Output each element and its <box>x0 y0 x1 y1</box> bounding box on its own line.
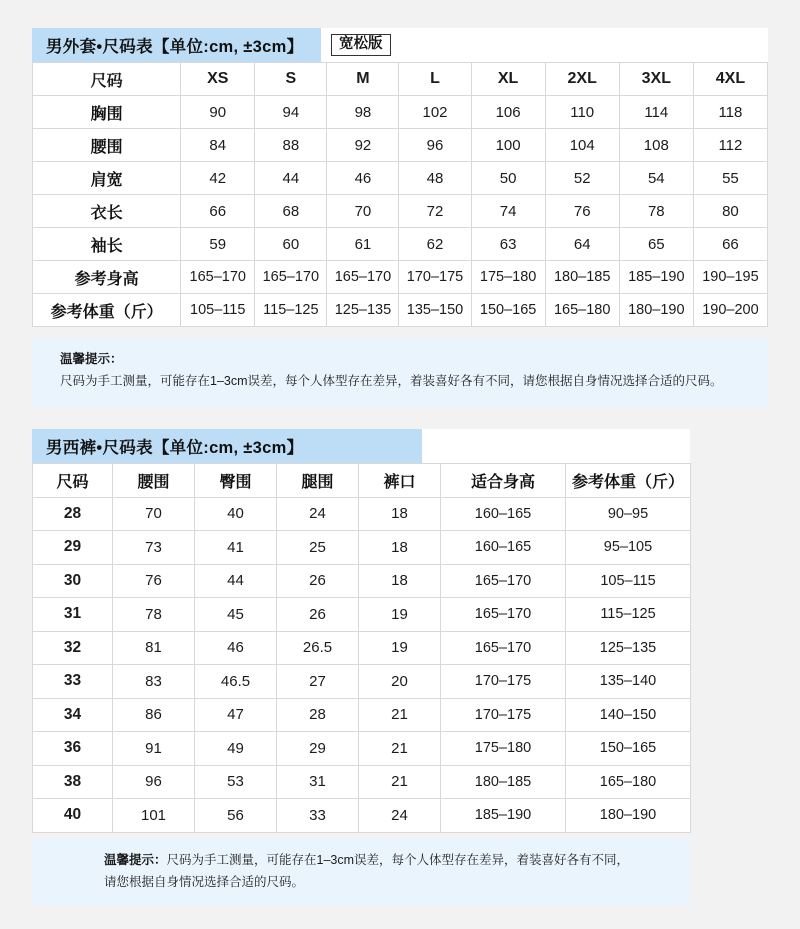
trouser-height: 170–175 <box>441 698 566 732</box>
jacket-tip-box <box>32 339 768 407</box>
table-row <box>33 228 768 261</box>
trouser-hip: 41 <box>195 531 277 565</box>
trouser-tip-text-2: 请您根据自身情况选择合适的尺码。 <box>104 874 305 889</box>
trouser-cuff: 21 <box>359 698 441 732</box>
jacket-cell: 165–170 <box>181 261 255 294</box>
jacket-cell: 65 <box>619 228 693 261</box>
trouser-hip: 45 <box>195 598 277 632</box>
jacket-cell: 112 <box>693 129 767 162</box>
table-row <box>33 162 768 195</box>
jacket-row-label: 肩宽 <box>33 162 181 195</box>
trouser-thigh: 29 <box>277 732 359 766</box>
trouser-waist: 76 <box>113 564 195 598</box>
trouser-cuff: 21 <box>359 765 441 799</box>
jacket-cell: 61 <box>327 228 399 261</box>
jacket-cell: 190–195 <box>693 261 767 294</box>
jacket-cell: 76 <box>545 195 619 228</box>
trouser-waist: 73 <box>113 531 195 565</box>
jacket-col-header: S <box>255 63 327 96</box>
trouser-thigh: 33 <box>277 799 359 833</box>
jacket-row-label: 参考身高 <box>33 261 181 294</box>
jacket-cell: 100 <box>471 129 545 162</box>
jacket-cell: 52 <box>545 162 619 195</box>
jacket-col-header: 尺码 <box>33 63 181 96</box>
jacket-row-label: 参考体重（斤） <box>33 294 181 327</box>
jacket-size-chart-card <box>32 28 768 327</box>
trouser-size-chart-card <box>32 429 690 833</box>
jacket-col-header: XL <box>471 63 545 96</box>
jacket-row-label: 衣长 <box>33 195 181 228</box>
jacket-cell: 54 <box>619 162 693 195</box>
jacket-cell: 104 <box>545 129 619 162</box>
trouser-col-header: 腿围 <box>277 464 359 498</box>
trouser-cuff: 20 <box>359 665 441 699</box>
trouser-cuff: 24 <box>359 799 441 833</box>
jacket-badge-area <box>321 28 768 62</box>
trouser-size: 38 <box>33 765 113 799</box>
trouser-weight: 150–165 <box>566 732 691 766</box>
jacket-cell: 125–135 <box>327 294 399 327</box>
jacket-cell: 88 <box>255 129 327 162</box>
jacket-cell: 80 <box>693 195 767 228</box>
trouser-height: 185–190 <box>441 799 566 833</box>
jacket-cell: 64 <box>545 228 619 261</box>
trouser-waist: 91 <box>113 732 195 766</box>
jacket-cell: 190–200 <box>693 294 767 327</box>
trouser-height: 165–170 <box>441 564 566 598</box>
jacket-cell: 63 <box>471 228 545 261</box>
trouser-size: 28 <box>33 497 113 531</box>
jacket-cell: 50 <box>471 162 545 195</box>
jacket-title-row <box>32 28 768 62</box>
trouser-weight: 115–125 <box>566 598 691 632</box>
jacket-col-header: L <box>399 63 471 96</box>
trouser-size: 34 <box>33 698 113 732</box>
trouser-thigh: 26 <box>277 598 359 632</box>
trouser-weight: 165–180 <box>566 765 691 799</box>
trouser-thigh: 24 <box>277 497 359 531</box>
trouser-thigh: 26.5 <box>277 631 359 665</box>
trouser-hip: 46 <box>195 631 277 665</box>
jacket-row-label: 腰围 <box>33 129 181 162</box>
trouser-waist: 86 <box>113 698 195 732</box>
jacket-cell: 185–190 <box>619 261 693 294</box>
jacket-cell: 70 <box>327 195 399 228</box>
trouser-waist: 83 <box>113 665 195 699</box>
trouser-weight: 125–135 <box>566 631 691 665</box>
jacket-cell: 72 <box>399 195 471 228</box>
trouser-weight: 140–150 <box>566 698 691 732</box>
jacket-size-table <box>32 62 768 327</box>
trouser-col-header: 参考体重（斤） <box>566 464 691 498</box>
trouser-height: 165–170 <box>441 598 566 632</box>
trouser-cuff: 18 <box>359 564 441 598</box>
table-row <box>33 598 691 632</box>
jacket-row-label: 袖长 <box>33 228 181 261</box>
jacket-cell: 55 <box>693 162 767 195</box>
jacket-tip-content <box>60 349 768 393</box>
jacket-cell: 165–180 <box>545 294 619 327</box>
jacket-cell: 102 <box>399 96 471 129</box>
jacket-cell: 42 <box>181 162 255 195</box>
jacket-cell: 84 <box>181 129 255 162</box>
trouser-waist: 78 <box>113 598 195 632</box>
trouser-cuff: 18 <box>359 531 441 565</box>
table-row <box>33 732 691 766</box>
jacket-title: 男外套•尺码表【单位:cm, ±3cm】 <box>46 38 304 56</box>
jacket-cell: 114 <box>619 96 693 129</box>
trouser-waist: 81 <box>113 631 195 665</box>
jacket-tip-text: 尺码为手工测量，可能存在1–3cm误差，每个人体型存在差异，着装喜好各有不同，请您根据自身情况选择合适的尺码。 <box>60 373 723 388</box>
trouser-size-table <box>32 463 691 833</box>
trouser-size: 32 <box>33 631 113 665</box>
trouser-thigh: 27 <box>277 665 359 699</box>
trouser-size: 29 <box>33 531 113 565</box>
jacket-col-header: XS <box>181 63 255 96</box>
jacket-cell: 74 <box>471 195 545 228</box>
trouser-size: 30 <box>33 564 113 598</box>
trouser-col-header: 尺码 <box>33 464 113 498</box>
jacket-col-header: 3XL <box>619 63 693 96</box>
table-row <box>33 531 691 565</box>
trouser-thigh: 26 <box>277 564 359 598</box>
trouser-hip: 53 <box>195 765 277 799</box>
jacket-cell: 66 <box>181 195 255 228</box>
jacket-cell: 180–185 <box>545 261 619 294</box>
trouser-tip-text-1: 尺码为手工测量，可能存在1–3cm误差，每个人体型存在差异，着装喜好各有不同， <box>166 853 630 867</box>
trouser-weight: 95–105 <box>566 531 691 565</box>
trouser-hip: 49 <box>195 732 277 766</box>
table-row <box>33 129 768 162</box>
jacket-row-label: 胸围 <box>33 96 181 129</box>
jacket-cell: 108 <box>619 129 693 162</box>
trouser-waist: 70 <box>113 497 195 531</box>
jacket-cell: 135–150 <box>399 294 471 327</box>
table-row <box>33 195 768 228</box>
fit-type-badge: 宽松版 <box>331 34 391 57</box>
trouser-size: 31 <box>33 598 113 632</box>
trouser-title-bar <box>32 429 422 463</box>
jacket-cell: 180–190 <box>619 294 693 327</box>
trouser-thigh: 25 <box>277 531 359 565</box>
trouser-hip: 44 <box>195 564 277 598</box>
trouser-title-filler <box>422 429 690 463</box>
jacket-title-bar <box>32 28 321 62</box>
table-row <box>33 765 691 799</box>
jacket-cell: 175–180 <box>471 261 545 294</box>
jacket-cell: 60 <box>255 228 327 261</box>
jacket-cell: 115–125 <box>255 294 327 327</box>
trouser-weight: 180–190 <box>566 799 691 833</box>
table-row <box>33 665 691 699</box>
jacket-cell: 44 <box>255 162 327 195</box>
jacket-cell: 94 <box>255 96 327 129</box>
trouser-header-row <box>33 464 691 498</box>
table-row <box>33 631 691 665</box>
trouser-size: 36 <box>33 732 113 766</box>
jacket-cell: 68 <box>255 195 327 228</box>
jacket-cell: 150–165 <box>471 294 545 327</box>
table-row <box>33 261 768 294</box>
jacket-cell: 62 <box>399 228 471 261</box>
trouser-col-header: 臀围 <box>195 464 277 498</box>
jacket-cell: 98 <box>327 96 399 129</box>
table-row <box>33 497 691 531</box>
trouser-col-header: 腰围 <box>113 464 195 498</box>
trouser-weight: 135–140 <box>566 665 691 699</box>
trouser-waist: 101 <box>113 799 195 833</box>
jacket-cell: 96 <box>399 129 471 162</box>
trouser-cuff: 21 <box>359 732 441 766</box>
jacket-header-row <box>33 63 768 96</box>
trouser-tip-box <box>32 838 690 906</box>
table-row <box>33 698 691 732</box>
trouser-tip-line-1 <box>104 850 690 872</box>
trouser-waist: 96 <box>113 765 195 799</box>
jacket-cell: 118 <box>693 96 767 129</box>
trouser-thigh: 31 <box>277 765 359 799</box>
trouser-height: 160–165 <box>441 497 566 531</box>
jacket-cell: 78 <box>619 195 693 228</box>
trouser-cuff: 18 <box>359 497 441 531</box>
jacket-cell: 165–170 <box>255 261 327 294</box>
trouser-height: 165–170 <box>441 631 566 665</box>
trouser-title-row <box>32 429 690 463</box>
jacket-cell: 92 <box>327 129 399 162</box>
trouser-height: 175–180 <box>441 732 566 766</box>
jacket-cell: 48 <box>399 162 471 195</box>
trouser-height: 180–185 <box>441 765 566 799</box>
trouser-hip: 47 <box>195 698 277 732</box>
jacket-cell: 106 <box>471 96 545 129</box>
jacket-cell: 110 <box>545 96 619 129</box>
jacket-col-header: 4XL <box>693 63 767 96</box>
trouser-hip: 46.5 <box>195 665 277 699</box>
trouser-tip-content <box>32 850 690 894</box>
jacket-tip-label: 温馨提示： <box>60 352 123 366</box>
trouser-height: 160–165 <box>441 531 566 565</box>
jacket-cell: 46 <box>327 162 399 195</box>
table-row <box>33 799 691 833</box>
table-row <box>33 294 768 327</box>
table-row <box>33 96 768 129</box>
jacket-col-header: M <box>327 63 399 96</box>
jacket-cell: 59 <box>181 228 255 261</box>
jacket-cell: 105–115 <box>181 294 255 327</box>
trouser-size: 40 <box>33 799 113 833</box>
jacket-cell: 170–175 <box>399 261 471 294</box>
trouser-cuff: 19 <box>359 598 441 632</box>
trouser-hip: 40 <box>195 497 277 531</box>
jacket-cell: 66 <box>693 228 767 261</box>
jacket-col-header: 2XL <box>545 63 619 96</box>
trouser-col-header: 适合身高 <box>441 464 566 498</box>
jacket-cell: 165–170 <box>327 261 399 294</box>
trouser-weight: 105–115 <box>566 564 691 598</box>
trouser-hip: 56 <box>195 799 277 833</box>
trouser-title: 男西裤•尺码表【单位:cm, ±3cm】 <box>46 439 304 457</box>
trouser-height: 170–175 <box>441 665 566 699</box>
trouser-cuff: 19 <box>359 631 441 665</box>
trouser-size: 33 <box>33 665 113 699</box>
trouser-tip-label: 温馨提示： <box>104 853 167 867</box>
trouser-col-header: 裤口 <box>359 464 441 498</box>
jacket-cell: 90 <box>181 96 255 129</box>
trouser-thigh: 28 <box>277 698 359 732</box>
table-row <box>33 564 691 598</box>
trouser-weight: 90–95 <box>566 497 691 531</box>
